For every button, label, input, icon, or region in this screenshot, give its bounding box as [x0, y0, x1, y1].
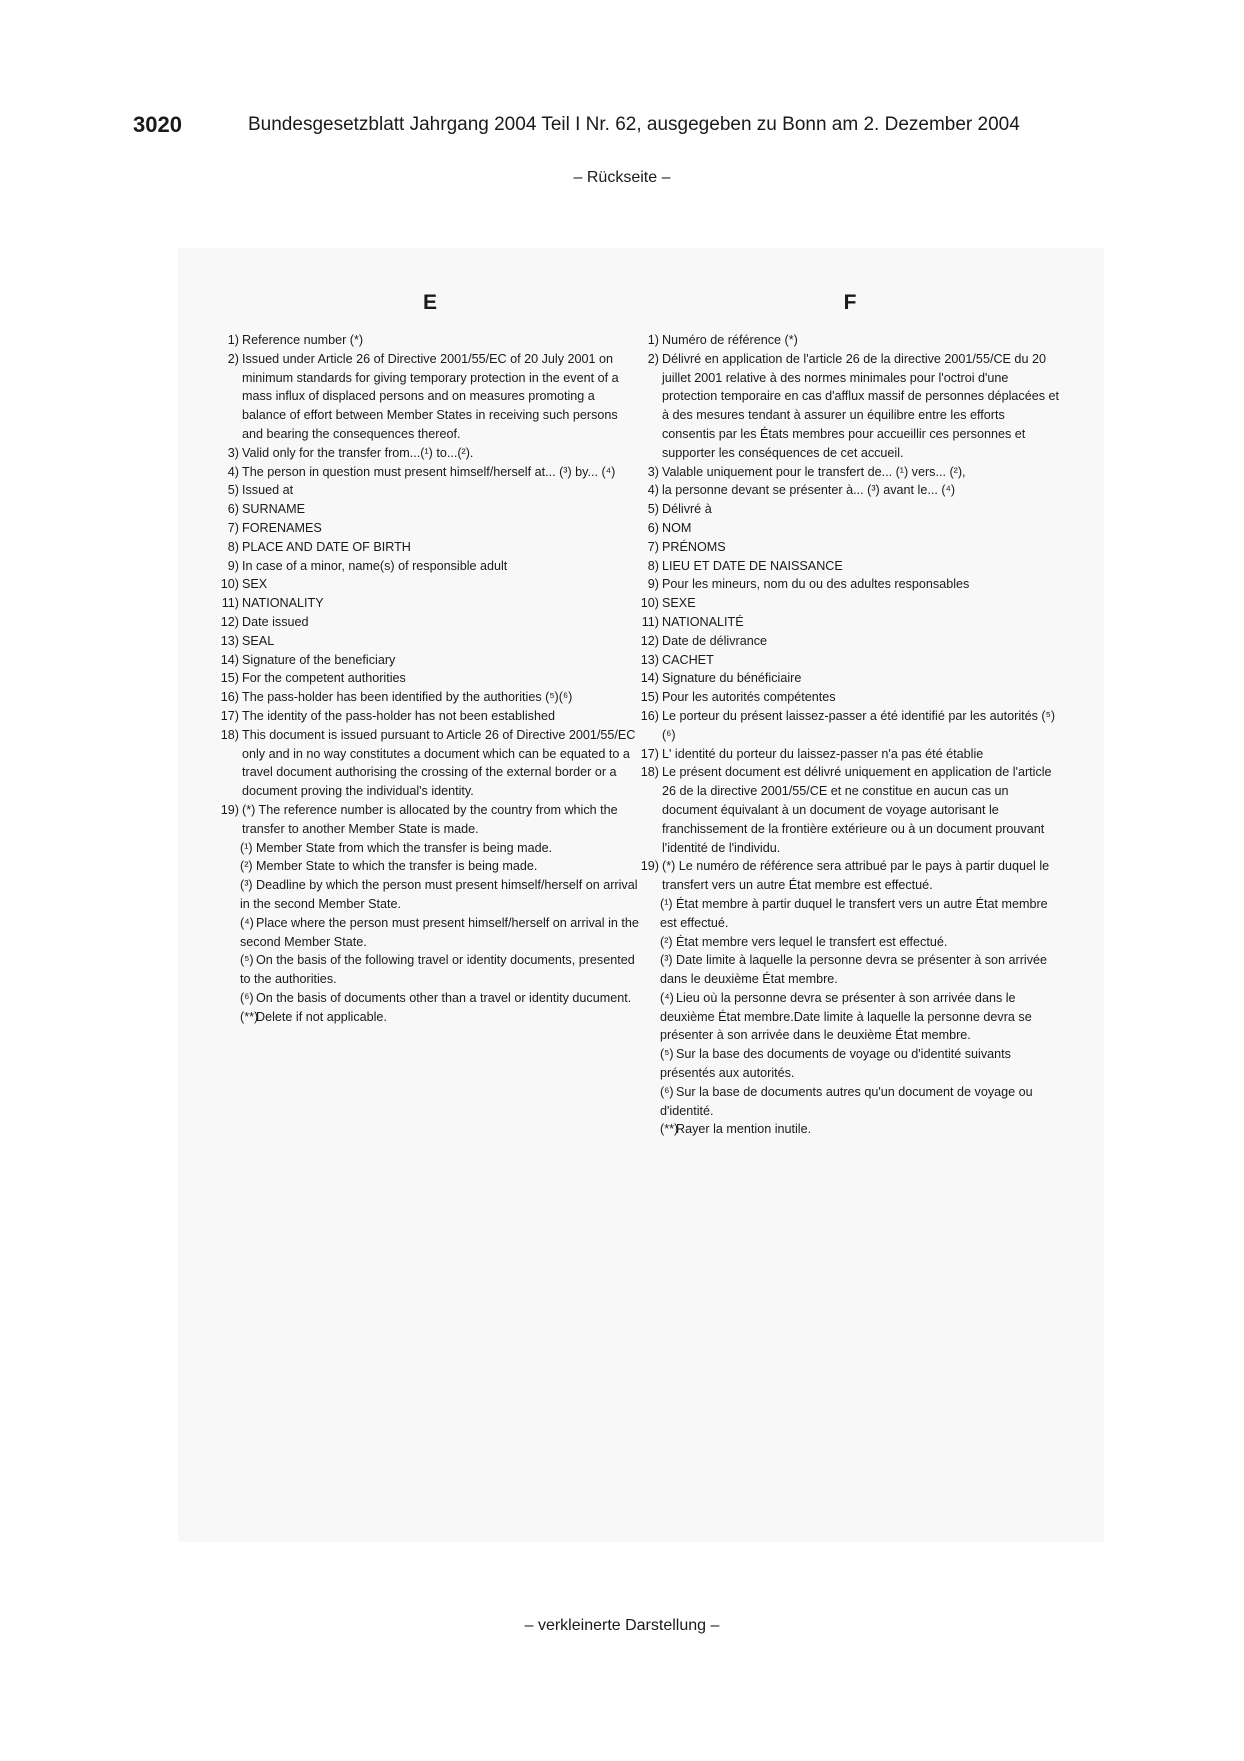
- item-text: For the competent authorities: [242, 671, 406, 686]
- list-item: [220, 594, 640, 613]
- footnote-mark: (⁶): [660, 1084, 674, 1099]
- item-number: 11): [221, 596, 239, 611]
- list-item: [220, 707, 640, 726]
- list-item: [220, 613, 640, 632]
- footnote-text: Deadline by which the person must present himself/herself on arrival in the second Member State.: [240, 878, 638, 911]
- item-text: SURNAME: [242, 502, 305, 517]
- list-item: [220, 500, 640, 519]
- list-item: [640, 594, 1060, 613]
- item-text: SEX: [242, 577, 268, 592]
- item-number: 3): [647, 464, 659, 479]
- list-item: [220, 444, 640, 463]
- item-number: 1): [647, 333, 659, 347]
- footnote-text: Member State from which the transfer is being made.: [256, 840, 553, 855]
- list-item: [640, 688, 1060, 707]
- footnote: [640, 951, 1060, 989]
- column-english: [220, 248, 640, 1026]
- item-text: L' identité du porteur du laissez-passer n'a pas été établie: [662, 746, 984, 761]
- footnote-text: Lieu où la personne devra se présenter à son arrivée dans le deuxième État membre.Date limite à laquelle la personne devra se présenter à son arrivée dans le deuxième État membre.: [660, 990, 1032, 1043]
- footnote-text: Sur la base des documents de voyage ou d'identité suivants présentés aux autorités.: [660, 1047, 1011, 1081]
- item-text: Issued under Article 26 of Directive 2001/55/EC of 20 July 2001 on minimum standards for giving temporary protection in the event of a mass influx of displaced persons and on measures promoting a balance of effort between Member States in receiving such persons and bearing the consequences thereof.: [242, 351, 619, 441]
- item-number: 9): [227, 558, 239, 573]
- item-number: 8): [227, 539, 239, 554]
- footnote-mark: (²): [240, 859, 253, 874]
- footnote: [220, 876, 640, 914]
- item-text: Valid only for the transfer from...(¹) to...(²).: [242, 445, 474, 460]
- list-item: [220, 331, 640, 350]
- footnote-mark: (**): [660, 1122, 679, 1137]
- footnote-text: On the basis of the following travel or identity documents, presented to the authorities.: [240, 953, 635, 987]
- footnote: [640, 1083, 1060, 1121]
- footnote: [640, 895, 1060, 933]
- footnote-mark: (⁵): [660, 1047, 674, 1062]
- item-text: Numéro de référence (*): [662, 333, 798, 347]
- item-number: 6): [647, 520, 659, 535]
- list-item: [220, 538, 640, 557]
- item-number: 16): [220, 690, 239, 705]
- footnote: [640, 1045, 1060, 1083]
- list-item: [640, 481, 1060, 500]
- list-item: [220, 519, 640, 538]
- item-number: 12): [640, 633, 659, 648]
- item-text: SEAL: [242, 633, 275, 648]
- item-number: 7): [647, 539, 659, 554]
- item-number: 15): [640, 690, 659, 705]
- item-number: 4): [227, 464, 239, 479]
- item-text: NATIONALITY: [242, 596, 324, 611]
- column-french: [640, 248, 1060, 1139]
- item-text: In case of a minor, name(s) of responsible adult: [242, 558, 508, 573]
- item-text: Signature du bénéficiaire: [662, 671, 802, 686]
- item-number: 7): [227, 520, 239, 535]
- list-item: [640, 651, 1060, 670]
- item-number: 4): [647, 483, 659, 498]
- footnote-text: État membre vers lequel le transfert est effectué.: [676, 934, 948, 949]
- item-text: Pour les mineurs, nom du ou des adultes responsables: [662, 577, 970, 592]
- footnote-text: État membre à partir duquel le transfert vers un autre État membre est effectué.: [660, 896, 1048, 930]
- page-footer: – verkleinerte Darstellung –: [524, 1617, 720, 1634]
- item-text: Le présent document est délivré uniquement en application de l'article 26 de la directive 2001/55/CE et ne constitue en aucun cas un document équivalant à un document de voyage autorisant le franchissement de la frontière extérieure ou à un document prouvant l'identité de l'individu.: [662, 765, 1052, 855]
- footnote: [220, 1008, 640, 1027]
- item-text: (*) Le numéro de référence sera attribué par le pays à partir duquel le transfert vers un autre État membre est effectué.: [662, 859, 1050, 893]
- list-item: [640, 575, 1060, 594]
- item-number: 13): [220, 633, 239, 648]
- item-number: 5): [227, 483, 239, 498]
- footnote-mark: (⁴): [660, 990, 674, 1005]
- list-item: [640, 519, 1060, 538]
- item-number: 3): [227, 445, 239, 460]
- list-item: [640, 745, 1060, 764]
- item-number: 16): [640, 708, 659, 723]
- item-number: 10): [220, 577, 239, 592]
- item-text: The identity of the pass-holder has not been established: [242, 708, 555, 723]
- list-item: [640, 763, 1060, 857]
- footnote: [220, 951, 640, 989]
- list-item: [220, 463, 640, 482]
- list-item: [640, 500, 1060, 519]
- item-number: 18): [640, 765, 659, 780]
- item-number: 5): [647, 502, 659, 517]
- footnote-mark: (⁴): [240, 915, 254, 930]
- item-text: CACHET: [662, 652, 714, 667]
- list-item: [640, 350, 1060, 463]
- footnote: [640, 933, 1060, 952]
- list-item: [640, 331, 1060, 350]
- item-number: 1): [227, 333, 239, 347]
- footnote-mark: (²): [660, 934, 673, 949]
- footnote-text: Sur la base de documents autres qu'un document de voyage ou d'identité.: [660, 1084, 1033, 1118]
- footnote-mark: (¹): [240, 840, 253, 855]
- item-number: 14): [640, 671, 659, 686]
- footnote: [640, 989, 1060, 1045]
- item-number: 8): [647, 558, 659, 573]
- item-text: Valable uniquement pour le transfert de... (¹) vers... (²),: [662, 464, 966, 479]
- item-number: 14): [220, 652, 239, 667]
- list-item: [220, 481, 640, 500]
- footnote-mark: (³): [240, 878, 253, 893]
- footnote-text: Date limite à laquelle la personne devra se présenter à son arrivée dans le deuxième État membre.: [660, 953, 1048, 987]
- footnote: [220, 839, 640, 858]
- item-text: (*) The reference number is allocated by the country from which the transfer to another Member State is made.: [242, 802, 618, 836]
- item-number: 6): [227, 502, 239, 517]
- list-item: [640, 538, 1060, 557]
- item-text: Reference number (*): [242, 333, 364, 347]
- footnote-mark: (⁶): [240, 990, 254, 1005]
- list-item: [640, 632, 1060, 651]
- footnote-text: Member State to which the transfer is being made.: [256, 859, 538, 874]
- item-number: 10): [640, 596, 659, 611]
- item-text: SEXE: [662, 596, 696, 611]
- footnote: [640, 1120, 1060, 1139]
- page-subtitle: – Rückseite –: [573, 169, 671, 186]
- footnote-mark: (⁵): [240, 953, 254, 968]
- page-number: 3020: [133, 112, 182, 137]
- list-item: [640, 707, 1060, 745]
- list-item: [220, 350, 640, 444]
- item-text: Date de délivrance: [662, 633, 768, 648]
- entry-list: [640, 331, 1060, 1139]
- item-text: Pour les autorités compétentes: [662, 690, 836, 705]
- list-item: [640, 857, 1060, 895]
- item-number: 17): [640, 746, 659, 761]
- list-item: [640, 669, 1060, 688]
- footnote-text: Delete if not applicable.: [256, 1009, 387, 1024]
- item-number: 11): [641, 614, 659, 629]
- journal-line: Bundesgesetzblatt Jahrgang 2004 Teil I Nr. 62, ausgegeben zu Bonn am 2. Dezember 2004: [248, 114, 1020, 135]
- item-text: The pass-holder has been identified by the authorities (⁵)(⁶): [242, 690, 573, 705]
- entry-list: [220, 331, 640, 1026]
- footnote-text: On the basis of documents other than a travel or identity ducument.: [256, 990, 632, 1005]
- item-text: Délivré à: [662, 502, 712, 517]
- item-text: NOM: [662, 520, 692, 535]
- item-number: 13): [640, 652, 659, 667]
- footnote: [220, 914, 640, 952]
- list-item: [220, 726, 640, 801]
- item-text: PRÉNOMS: [662, 539, 726, 554]
- footnote: [220, 857, 640, 876]
- item-text: Signature of the beneficiary: [242, 652, 396, 667]
- list-item: [220, 801, 640, 839]
- item-number: 19): [640, 859, 659, 874]
- footnote-mark: (³): [660, 953, 673, 968]
- item-number: 9): [647, 577, 659, 592]
- item-text: FORENAMES: [242, 520, 322, 535]
- footnote: [220, 989, 640, 1008]
- item-text: Issued at: [242, 483, 294, 498]
- column-heading: F: [843, 291, 857, 314]
- item-text: Date issued: [242, 614, 309, 629]
- footnote-mark: (¹): [660, 896, 673, 911]
- item-number: 15): [220, 671, 239, 686]
- item-text: The person in question must present himself/herself at... (³) by... (⁴): [242, 464, 616, 479]
- item-text: This document is issued pursuant to Article 26 of Directive 2001/55/EC only and in no way constitutes a document which can be equated to a travel document authorising the crossing of the external border or a document proving the individual's identity.: [242, 727, 636, 799]
- item-number: 19): [220, 802, 239, 817]
- footnote-text: Rayer la mention inutile.: [676, 1122, 812, 1137]
- list-item: [640, 557, 1060, 576]
- list-item: [640, 613, 1060, 632]
- list-item: [220, 557, 640, 576]
- list-item: [220, 669, 640, 688]
- item-number: 17): [220, 708, 239, 723]
- item-number: 2): [647, 351, 659, 366]
- list-item: [220, 688, 640, 707]
- list-item: [640, 463, 1060, 482]
- list-item: [220, 632, 640, 651]
- item-text: PLACE AND DATE OF BIRTH: [242, 539, 411, 554]
- item-text: la personne devant se présenter à... (³) avant le... (⁴): [662, 483, 956, 498]
- footnote-mark: (**): [240, 1009, 259, 1024]
- footnote-text: Place where the person must present himself/herself on arrival in the second Member State.: [240, 915, 639, 949]
- list-item: [220, 651, 640, 670]
- item-text: Le porteur du présent laissez-passer a été identifié par les autorités (⁵)(⁶): [662, 708, 1056, 742]
- list-item: [220, 575, 640, 594]
- column-heading: E: [422, 291, 437, 314]
- form-back-side: [178, 248, 1104, 1542]
- item-text: NATIONALITÉ: [662, 614, 744, 629]
- item-number: 12): [220, 614, 239, 629]
- item-text: LIEU ET DATE DE NAISSANCE: [662, 558, 843, 573]
- item-text: Délivré en application de l'article 26 de la directive 2001/55/CE du 20 juillet 2001 relative à des normes minimales pour l'octroi d'une protection temporaire en cas d'afflux massif de personnes déplacées et à des mesures tendant à assurer un équilibre entre les efforts consentis par les États membres pour accueillir ces personnes et supporter les conséquences de cet accueil.: [662, 351, 1060, 460]
- item-number: 18): [220, 727, 239, 742]
- item-number: 2): [227, 351, 239, 366]
- page-header: [133, 112, 1133, 142]
